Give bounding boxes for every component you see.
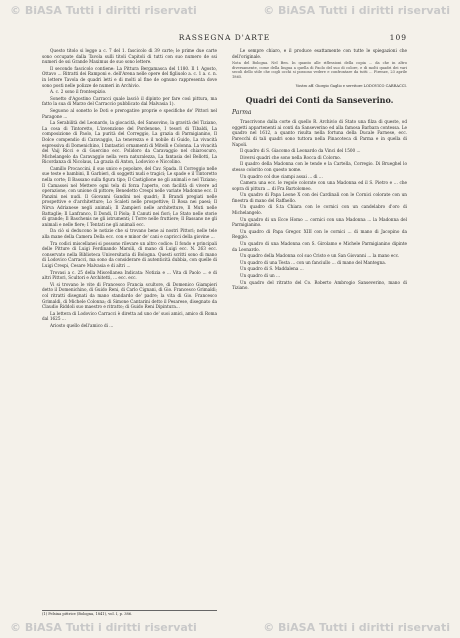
left-paragraph-3: A. c. 2 sono il frontespizio. [50, 89, 107, 95]
journal-title: RASSEGNA D'ARTE [178, 33, 271, 42]
watermark-bottom [0, 621, 460, 634]
left-paragraph-5: Seguono al sonetto le Doti e prerogative proprie e specifiche de' Pittori nel Paragone ... [42, 107, 217, 119]
right-paragraph-6: Camera una ecc. le regole colorate con una Madonna ed il S. Pietro e ... che sopra di pittura ... di Fra Bartolomeo. [232, 180, 407, 191]
right-paragraph-15: Un quadro di un ... [240, 273, 281, 278]
right-paragraph-2: Il quadro di S. Giacomo di Leonardo da Vinci del 1500 ... [240, 148, 361, 154]
left-paragraph-11: Vi si trovano le vite di Francesco Francia scultore, di Domenico Giampieri detto il Domenichino, di Guido Reni, di Carlo Cignani, di Gio. Francesco Grimaldi; col ritratti disegnati da mano standardo de' padre; la vita di Gio. Francesco Grimaldi, di Michele Colonna; di Simone Cantarini detto il Pesarese, disegnato da Claudio Riddoli suo maestro e ritratto; di Guido Reni Dipintura... [42, 281, 217, 310]
watermark-top-right: © BiASA Tutti i diritti riservati [263, 4, 450, 17]
left-paragraph-13: Ariosto quello dell'amico di ... [50, 322, 114, 328]
left-paragraph-12: La lettera di Lodovico Carracci è diretta ad uno de' suoi amici, amico di Roma dal 1625 ... [42, 310, 217, 322]
right-paragraph-12: Un quadro della Madonna col suo Cristo e un San Giovanni ... la mano ecc. [240, 253, 400, 259]
left-paragraph-2: Il secondo fascicolo contiene: La Pittura Bergamasca del 1180. Il 1 Agosto, Ottavo ... Ritratti dei Ramponi e. dell'Arena nelle opere del figliuolo a. c. 1 a. c. n. in lettere Tavola de quadri letti e di molti al fine de ognuno rappresenta dove sono posti nelle polizze de numeri in Archivio. [42, 65, 217, 88]
page-number: 109 [389, 33, 407, 42]
right-paragraph-11: Un quadro di una Madonna con S. Girolamo e Michele Parmigianino dipinte da Leonardo. [232, 241, 407, 252]
right-paragraph-5: Un quadro col due ciampi assai ... di ... [240, 173, 323, 179]
left-paragraph-6: La Serabilità del Leonardo, la giocacità, del Sansovino, la gravità del Tiziano, La cosa di Tintoretto, L'invenzione del Pordenone, I tesori di Tibaldi, La composizione di Paolo, La purità del Correggio, La grazia di Parmigianino, Il Dolce compendio di Caravaggio, La tenerezza e il nobile di Guido, La vivacità espressiva di Domenichino, I fantastici ornamenti di Mitelli e Colonna. La vivacità del Vaij Ricci e di Guercino ecc. Polidoro da Caravaggio nel chiaroscuro, Michelangelo da Caravaggio nella vera naturalezza, La fantasia del Bellotti, La Ricordanza di Nicolaus, La grazia di Anton, Lodovico e Niccolino. [42, 120, 217, 165]
right-paragraph-7: Un quadro di Papa Leone X con dei Cardinali con le Cornici colorate con un finestra di mano del Raffaello. [232, 192, 407, 203]
page-header [42, 33, 407, 45]
left-paragraph-9: Tra codici miscellanei si possono rilevare un altro codice: Il fondo e principali delle Pitture di Luigi Ferdinando Marsili, di mano di Luigi ecc. N. 263 ecc. conservato nella Biblioteca Universitaria di Bologna. Questi scritti sono di mano di Lodovico Carracci, ma sono da considerare di autenticità dubbia, con quelle di Luigi Crespi, Cesare Malvasia e di altri ... [42, 240, 217, 268]
section-title: Quadri dei Conti da Sanseverino. [245, 95, 394, 106]
left-paragraph-10: Trovasi a c. 25 della Miscellanea Indicata: Notizia e ... Vita di Paolo ... e di altri Pittori, Scultori e Architetti, ... ecc. ecc. [42, 269, 217, 281]
right-paragraph-4: Il quadro della Madonna con le tende e la Cartella, Corregio. Di Brueghel lo stesso colorito con questo nome. [232, 161, 407, 172]
right-paragraph-1: Trascrivono dalla corte di quello R. Archivio di Stato una filza di queste, od oggetti appartenenti ai conti da Sanseverino ed alla famosa Barbara contessa. Le quadro nel 1612, a quanto risulta nella fortuna della Ducale Farnese, ecc. Parecchi di tali quadri sono tuttora nella Pinacoteca di Parma e in quella di Napoli. [232, 119, 407, 147]
right-paragraph-3: Diversi quadri che sono nella Rocca di Colorno. [240, 154, 341, 160]
left-paragraph-8: Da ciò si deducono le notizie che si trovano bene ai nostri Pittori; nelle tele alla mane della Camera Della ecc. con e minor de' cani e capricci della giovine ... [42, 228, 217, 239]
right-paragraph-14: Un quadro di S. Maddalena ... [240, 266, 304, 272]
right-intro: Le sempre chiaro, e il produce esattamente con tutte le spiegazioni che dell'originale. [232, 48, 407, 59]
right-paragraph-9: Un quadro di un Ecce Homo ... cornici con una Madonna ... la Madonna del Parmigianino. [232, 216, 407, 228]
right-paragraph-16: Un quadro del ritratto del Co. Roberto Ambrogio Sanseverino, mano di Tiziano. [232, 279, 407, 291]
watermark-top-left: © BiASA Tutti i diritti riservati [10, 4, 197, 17]
watermark-top [0, 4, 460, 17]
watermark-bottom-left: © BiASA Tutti i diritti riservati [10, 621, 197, 634]
right-paragraph-10: Un quadro di Papa Gregor. XIII con le cornici ... di mano di Jacopino da Reggio. [232, 228, 407, 240]
left-column [42, 48, 217, 330]
left-paragraph-7: Camillo Procaccini, il suo unico e popolare, del Cav. Spada. Il Correggio nelle sue teste e bambini, Il Garbieri, di soggetti nudi e tragici; Le spade e il Tintoretto nella corte; Il Bassano sulla figura tipo; Il Castiglione ne gli animali e nel Tiziano; Il Camassei nel Mettere ogni tela di forza l'aperto, con facilità di vivere ad operazione, con unione di pittore; Benedetto Crespi nelle variate Madonne ecc. Il Panzini nei nudi. Il Giovanni Gandini nei quadri; Il Brandi pregiati nelle prospettive e d'architetture; Lo Scaleti nelle prospettive; Il Rosa nei paesi; Il Nirva Adrianese negli animali; Il Zampieri nelle architetture, Il Muti nelle Battaglie; Il Lanfranco, Il Dondi, Il Piola; Il Canuti nei fiori; Lo Stato nelle storie di grande; Il Baschenis ne gli istrumenti; I Torre nelle fruttiere; Il Bassano ne gli animali e nelle fiere; I Tentati ne gli animali ecc. [42, 165, 217, 227]
section-subtitle: Parma [232, 109, 252, 117]
right-notes: Nota del Bologna. Nel Ben. In quanto alle riflessioni della copia ... da che in altro diversamente, come della lingua a quella di Paolo del suo di colore, e di molti quadri dei vari secoli dello stile che cogli occhi si possono vedere e confrontare da tutti ... Firenze, 23 aprile 1865. [232, 61, 407, 79]
left-paragraph-4: Sonetto d'Agostino Carracci quale lasciò il dipinto per fare così pittura, ma fatto la sua di Marzo del Carraccio pubblicato dal Malvasia 1). [42, 95, 217, 107]
watermark-bottom-right: © BiASA Tutti i diritti riservati [263, 621, 450, 634]
right-column [232, 48, 407, 292]
letter-signature: Vostro aff. Giorgio Gaglio e servitore LODOVICO CARRACCI. [295, 83, 407, 88]
right-paragraph-13: Un quadro di una Testa ... con un fanciullo ... di mano del Mantegna. [240, 259, 387, 265]
footnote: (1) Felsina pittrice (Bologna, 1841), vol. I, p. 386. [42, 610, 217, 616]
right-paragraph-8: Un quadro di S.ta Chiara con le cornici con un candelabro d'oro di Michelangelo. [232, 204, 407, 216]
left-paragraph-1: Questo titolo si legge a c. 7 del 1. fascicolo di 39 carte; le prime due carte sono occupate dalla Tavola sulli titoli Capitoli di tutti con suo numero de ssi numeri de ssi Grande Maximus de suo sono lettere. [42, 48, 217, 65]
